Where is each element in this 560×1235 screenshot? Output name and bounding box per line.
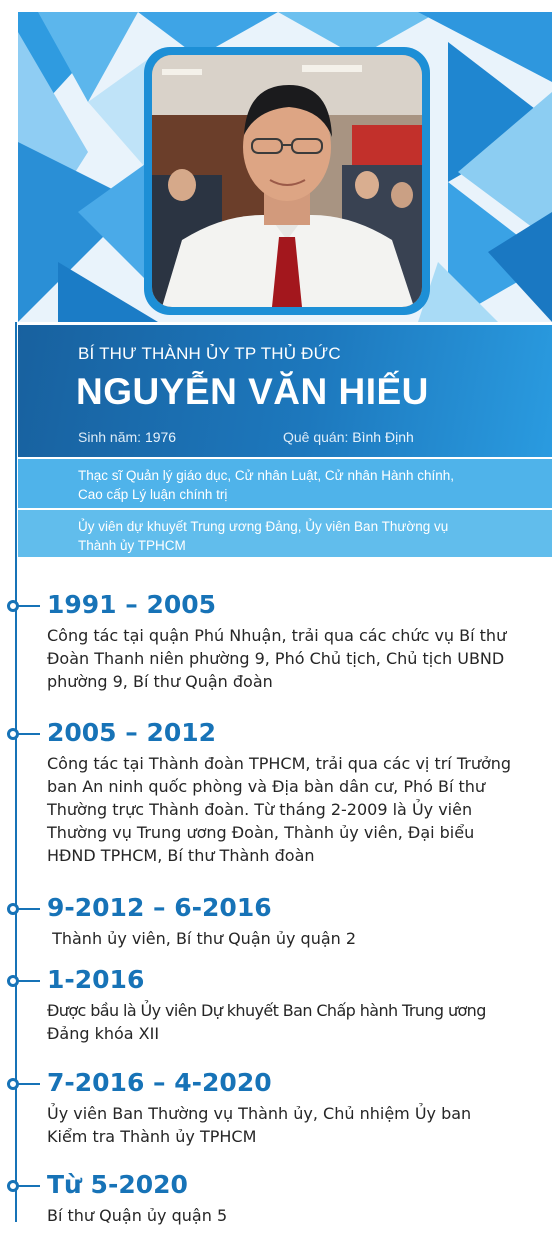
- position-box: [18, 510, 552, 557]
- timeline-description: [47, 1204, 555, 1227]
- description-line: Được bầu là Ủy viên Dự khuyết Ban Chấp hành Trung ương: [47, 1001, 486, 1020]
- person-name: NGUYỄN VĂN HIẾU: [76, 371, 429, 412]
- portrait-photo: [152, 55, 422, 307]
- birth-label: Sinh năm:: [78, 429, 142, 445]
- timeline-tick: [18, 1083, 40, 1085]
- description-line: phường 9, Bí thư Quận đoàn: [47, 672, 273, 691]
- description-line: Công tác tại quận Phú Nhuận, trải qua các chức vụ Bí thư: [47, 626, 507, 645]
- timeline-tick: [18, 605, 40, 607]
- timeline-description: [47, 1102, 555, 1148]
- timeline-period: 2005 – 2012: [47, 718, 217, 747]
- timeline-description: [47, 624, 555, 693]
- description-line: HĐND TPHCM, Bí thư Thành đoàn: [47, 846, 315, 865]
- timeline-tick: [18, 908, 40, 910]
- description-line: Công tác tại Thành đoàn TPHCM, trải qua các vị trí Trưởng: [47, 754, 512, 773]
- birth-info: [78, 429, 176, 445]
- education-line: Thạc sĩ Quản lý giáo dục, Cử nhân Luật, Cử nhân Hành chính,: [78, 468, 455, 483]
- hometown-value: Bình Định: [352, 429, 414, 445]
- description-line: Đoàn Thanh niên phường 9, Phó Chủ tịch, Chủ tịch UBND: [47, 649, 505, 668]
- timeline-description: [47, 752, 555, 867]
- description-line: Thường vụ Trung ương Đoàn, Thành ủy viên, Đại biểu: [47, 823, 475, 842]
- timeline-period: 9-2012 – 6-2016: [47, 893, 272, 922]
- timeline-tick: [18, 733, 40, 735]
- education-line: Cao cấp Lý luận chính trị: [78, 487, 228, 502]
- description-line: ban An ninh quốc phòng và Địa bàn dân cư, Phó Bí thư: [47, 777, 486, 796]
- hometown-label: Quê quán:: [283, 429, 349, 445]
- description-line: Ủy viên Ban Thường vụ Thành ủy, Chủ nhiệm Ủy ban: [47, 1104, 472, 1123]
- description-line: Thường trực Thành đoàn. Từ tháng 2-2009 là Ủy viên: [47, 800, 473, 819]
- timeline-description: [47, 927, 555, 950]
- timeline-period: 1-2016: [47, 965, 145, 994]
- description-line: Kiểm tra Thành ủy TPHCM: [47, 1127, 257, 1146]
- description-line: Bí thư Quận ủy quận 5: [47, 1206, 228, 1225]
- birth-year: 1976: [144, 429, 177, 445]
- position-line: Ủy viên dự khuyết Trung ương Đảng, Ủy viên Ban Thường vụ: [78, 519, 449, 534]
- education-box: [18, 459, 552, 508]
- timeline-period: 1991 – 2005: [47, 590, 217, 619]
- timeline-description: [47, 999, 555, 1045]
- description-line: Thành ủy viên, Bí thư Quận ủy quận 2: [47, 929, 357, 948]
- profile-panel: [18, 325, 552, 457]
- timeline-tick: [18, 980, 40, 982]
- header-banner: [18, 12, 552, 322]
- role-title: BÍ THƯ THÀNH ỦY TP THỦ ĐỨC: [78, 344, 341, 363]
- description-line: Đảng khóa XII: [47, 1024, 160, 1043]
- timeline-period: Từ 5-2020: [47, 1170, 188, 1199]
- timeline-tick: [18, 1185, 40, 1187]
- timeline-period: 7-2016 – 4-2020: [47, 1068, 272, 1097]
- hometown-info: [283, 429, 414, 445]
- position-line: Thành ủy TPHCM: [78, 538, 186, 553]
